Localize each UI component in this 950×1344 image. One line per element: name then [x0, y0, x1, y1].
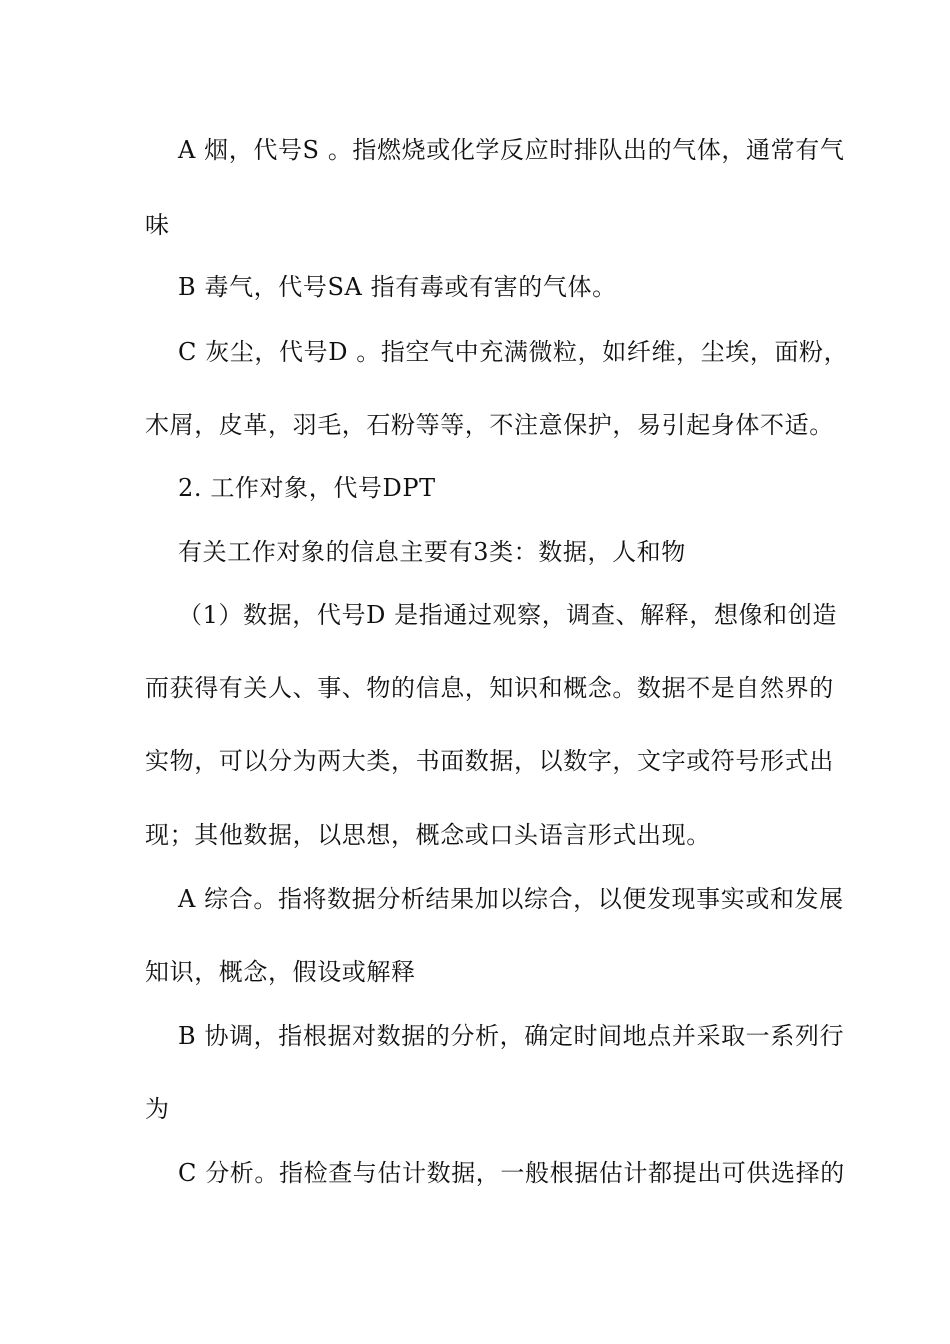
- text-line: 木屑，皮革，羽毛，石粉等等，不注意保护，易引起身体不适。: [145, 411, 834, 439]
- text-line: 而获得有关人、事、物的信息，知识和概念。数据不是自然界的: [145, 674, 834, 702]
- text-line: A 烟，代号S 。指燃烧或化学反应时排队出的气体，通常有气: [178, 136, 845, 164]
- text-line: 有关工作对象的信息主要有3类：数据，人和物: [178, 538, 686, 566]
- text-line: 实物，可以分为两大类，书面数据，以数字，文字或符号形式出: [145, 747, 834, 775]
- text-line: 2. 工作对象，代号DPT: [178, 474, 436, 502]
- text-line: A 综合。指将数据分析结果加以综合，以便发现事实或和发展: [178, 885, 844, 913]
- text-line: B 协调，指根据对数据的分析，确定时间地点并采取一系列行: [178, 1022, 845, 1050]
- text-line: 知识，概念，假设或解释: [145, 958, 416, 986]
- text-line: C 分析。指检查与估计数据，一般根据估计都提出可供选择的: [178, 1159, 845, 1187]
- text-line: 味: [145, 211, 170, 239]
- text-line: C 灰尘，代号D 。指空气中充满微粒，如纤维，尘埃，面粉，: [178, 338, 849, 366]
- text-line: 现；其他数据，以思想，概念或口头语言形式出现。: [145, 821, 711, 849]
- text-line: B 毒气，代号SA 指有毒或有害的气体。: [178, 273, 617, 301]
- text-line: 为: [145, 1095, 170, 1123]
- text-line: （1）数据，代号D 是指通过观察，调查、解释，想像和创造: [178, 601, 837, 629]
